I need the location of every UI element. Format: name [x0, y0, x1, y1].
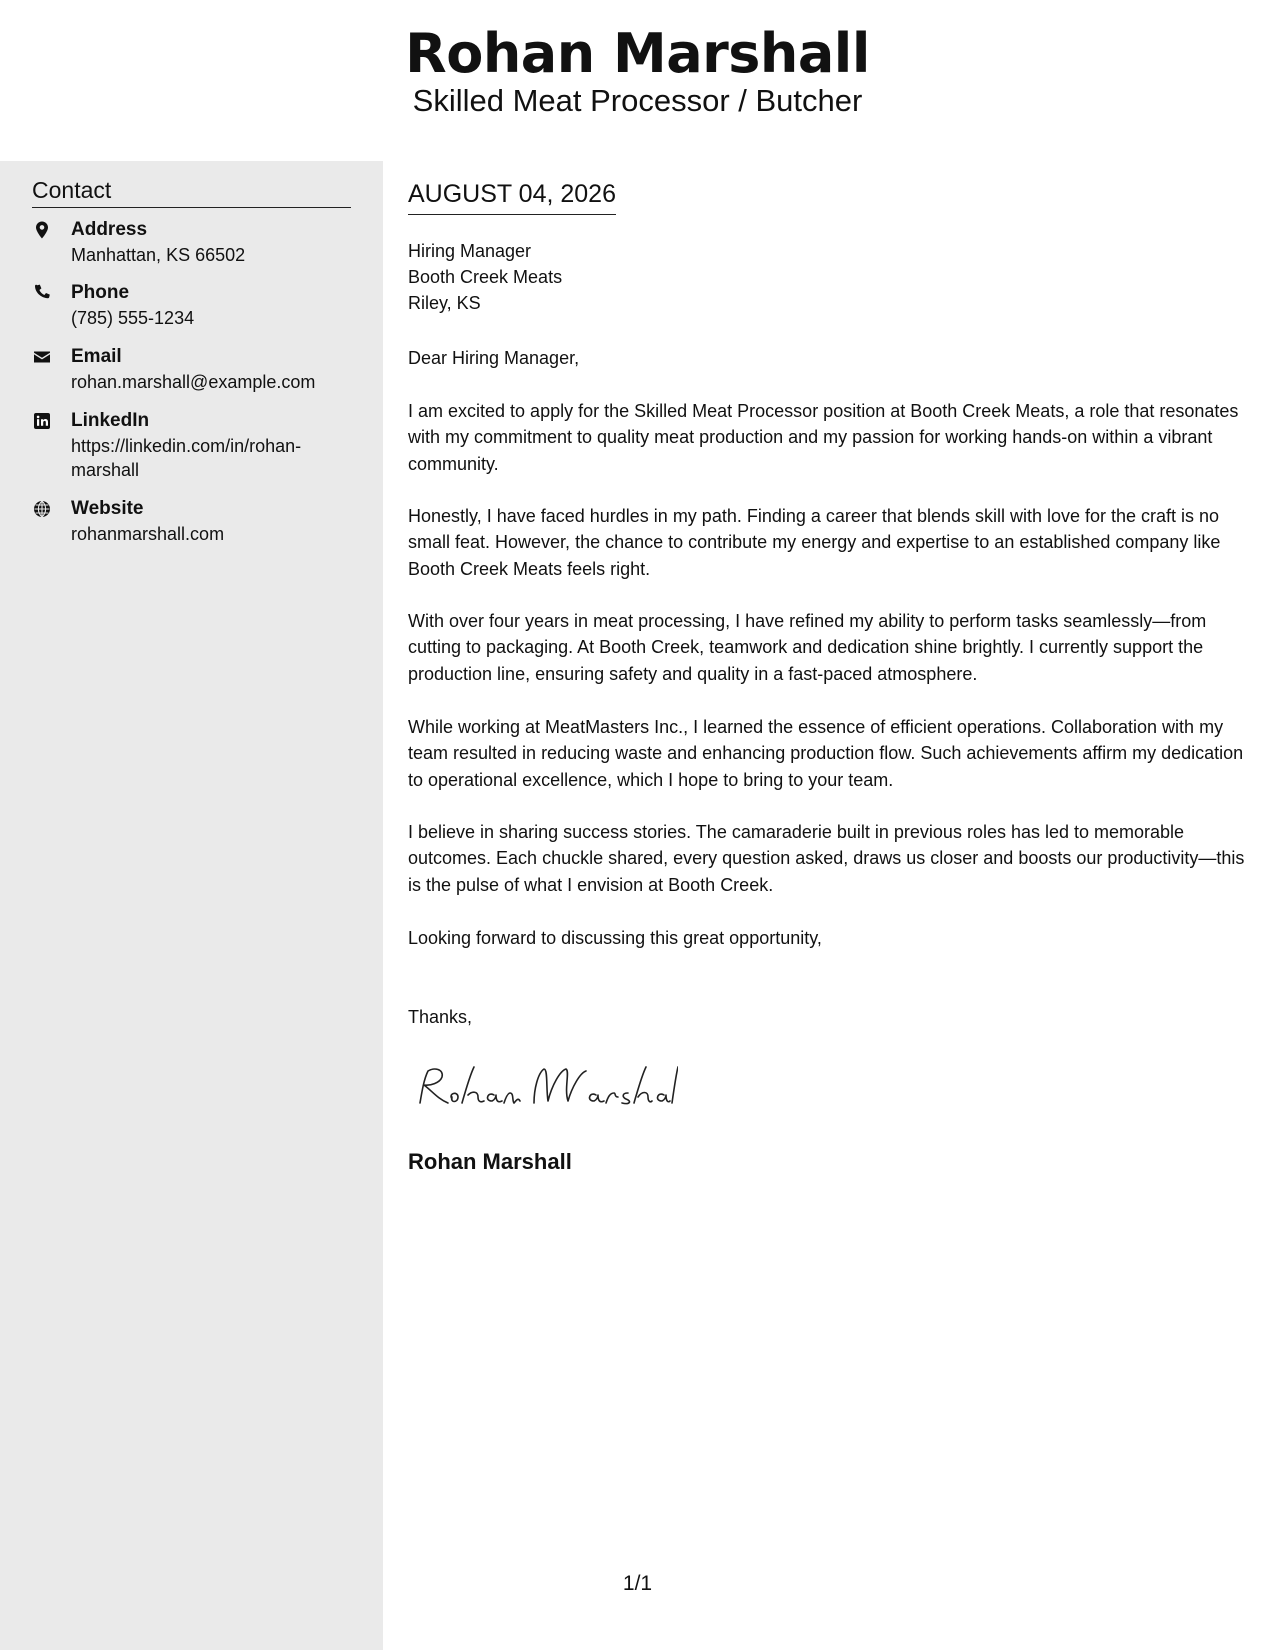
- map-pin-icon: [32, 220, 52, 240]
- recipient-block: [408, 238, 562, 316]
- contact-phone-label: Phone: [71, 282, 130, 303]
- salutation: Dear Hiring Manager,: [408, 348, 580, 368]
- body-paragraph: With over four years in meat processing, I have refined my ability to perform tasks seamlessly—from cutting to packaging. At Booth Creek, teamwork and dedication shine brightly. I currently support the production line, ensuring safety and quality in a fast-paced atmosphere.: [408, 611, 1207, 684]
- sign-off: Thanks,: [408, 1007, 473, 1027]
- recipient-line: Booth Creek Meats: [408, 267, 563, 287]
- recipient-line: Riley, KS: [408, 293, 481, 313]
- contact-linkedin-value[interactable]: https://linkedin.com/in/rohan-marshall: [71, 436, 302, 480]
- page-number: 1/1: [622, 1572, 653, 1595]
- body-paragraph: I believe in sharing success stories. The camaraderie built in previous roles has led to memorable outcomes. Each chuckle shared, every question asked, draws us closer and boosts our productivity—this is the pulse of what I envision at Booth Creek.: [408, 822, 1245, 895]
- contact-linkedin-label: LinkedIn: [71, 410, 150, 431]
- contact-website-value[interactable]: rohanmarshall.com: [71, 524, 225, 544]
- phone-icon: [32, 283, 52, 303]
- applicant-role: Skilled Meat Processor / Butcher: [412, 83, 863, 118]
- linkedin-icon: [32, 411, 52, 431]
- body-paragraph: Honestly, I have faced hurdles in my path. Finding a career that blends skill with love for the craft is no small feat. However, the chance to contribute my energy and expertise to an established company like Booth Creek Meats feels right.: [408, 506, 1221, 579]
- contact-website-label: Website: [71, 498, 144, 519]
- letter-date: AUGUST 04, 2026: [408, 178, 616, 215]
- contact-address-label: Address: [71, 219, 148, 240]
- envelope-icon: [32, 347, 52, 367]
- contact-address-value: Manhattan, KS 66502: [71, 245, 246, 265]
- contact-phone-value: (785) 555-1234: [71, 308, 195, 328]
- handwritten-signature: [408, 1059, 678, 1115]
- body-paragraph: While working at MeatMasters Inc., I learned the essence of efficient operations. Collaboration with my team resulted in reducing waste and enhancing production flow. Such achievements affirm my dedication to operational excellence, which I hope to bring to your team.: [408, 717, 1244, 790]
- applicant-name: Rohan Marshall: [405, 22, 870, 85]
- letter-header: [0, 0, 1275, 161]
- body-paragraph: I am excited to apply for the Skilled Meat Processor position at Booth Creek Meats, a role that resonates with my commitment to quality meat production and my passion for working hands-on within a vibrant community.: [408, 401, 1239, 474]
- contact-sidebar: [0, 161, 383, 1650]
- contact-email-label: Email: [71, 346, 122, 367]
- recipient-line: Hiring Manager: [408, 241, 532, 261]
- closing-line: Looking forward to discussing this great opportunity,: [408, 928, 822, 948]
- signer-name: Rohan Marshall: [408, 1149, 572, 1174]
- contact-heading: Contact: [32, 175, 351, 208]
- contact-email-value[interactable]: rohan.marshall@example.com: [71, 372, 316, 392]
- globe-icon: [32, 499, 52, 519]
